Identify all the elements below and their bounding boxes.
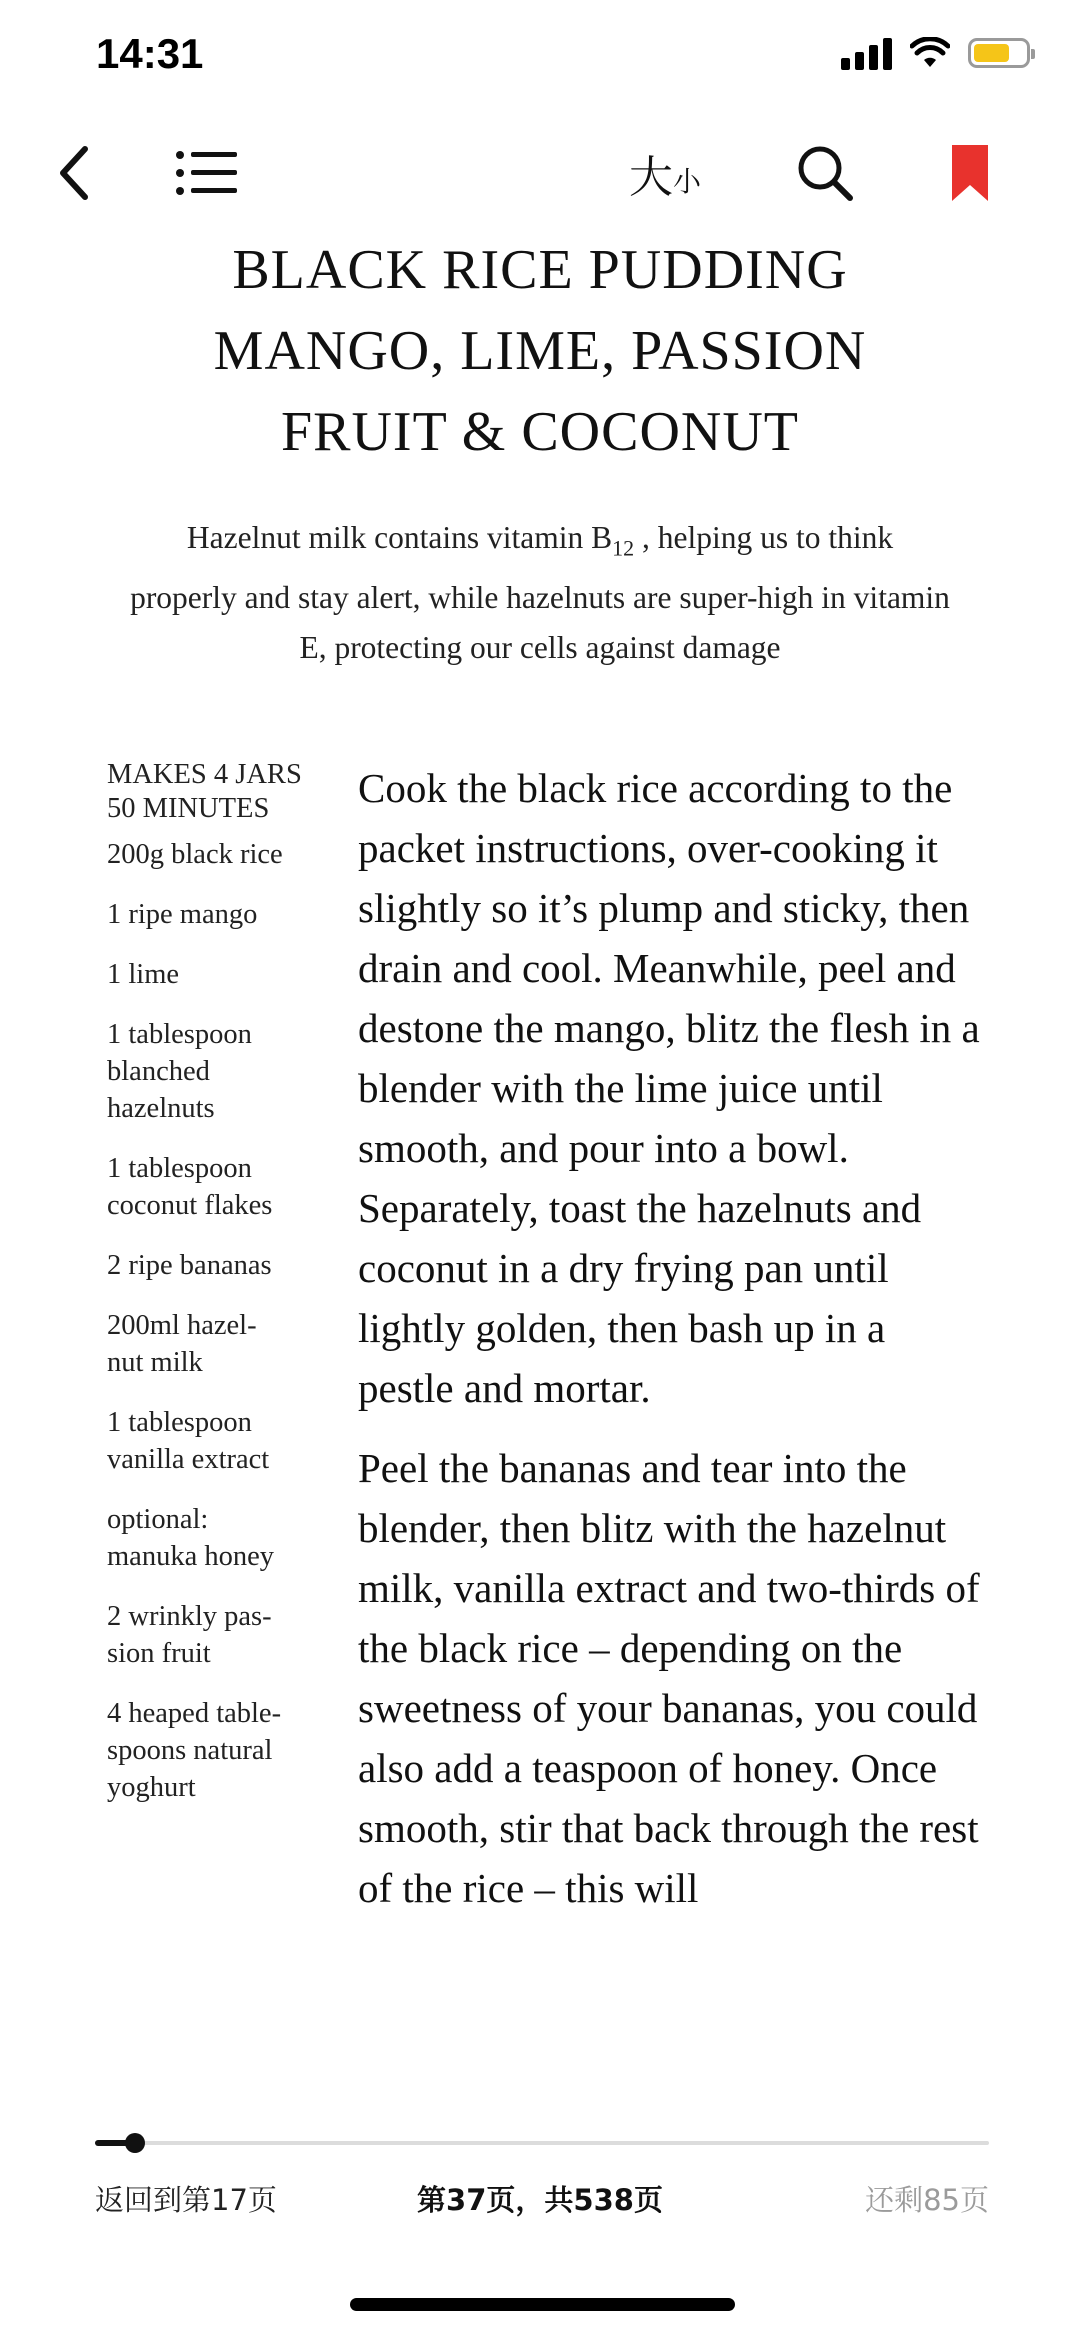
bookmark-icon: [950, 143, 990, 203]
back-button[interactable]: [44, 138, 104, 208]
recipe-yield: [107, 758, 337, 826]
recipe-title-line: BLACK RICE PUDDING: [232, 239, 848, 301]
reader-toolbar: [0, 128, 1080, 218]
recipe-title: [0, 230, 1080, 473]
ingredient-item: 1 ripe mango: [107, 899, 258, 930]
ingredient-item: 200g black rice: [107, 839, 283, 870]
method-paragraph: Cook the black rice according to the packet instructions, over-cooking it slightly so it’s plump and sticky, then drain and cool. Meanwhile, peel and destone the mango, blitz the flesh in a blender with the lime juice until smooth, and pour into a bowl. Separately, toast the hazelnuts and coconut in a dry frying pan until lightly golden, then bash up in a pestle and mortar.: [358, 765, 980, 1411]
page-position: 第37页，共538页: [417, 2183, 663, 2217]
method-column: [358, 758, 988, 1938]
recipe-intro-text: , helping us to think properly and stay alert, while hazelnuts are super-high in vitamin E, protecting our cells against damage: [130, 520, 950, 666]
progress-thumb[interactable]: [125, 2133, 145, 2153]
table-of-contents-button[interactable]: [172, 138, 242, 208]
reading-progress-slider[interactable]: [95, 2128, 989, 2158]
list-icon: [175, 149, 239, 197]
ingredient-item: 1 tablespoon coconut flakes: [107, 1153, 273, 1221]
ingredient-item: 1 tablespoon vanilla extract: [107, 1407, 270, 1475]
method-paragraph: Peel the bananas and tear into the blender, then blitz with the hazelnut milk, vanilla extract and two-thirds of the black rice – depending on the sweetness of your bananas, you could also add a teaspoon of honey. Once smooth, stir that back through the rest of the rice – this will: [358, 1445, 980, 1911]
makes-label: MAKES 4 JARS: [107, 759, 302, 790]
home-indicator[interactable]: [350, 2298, 735, 2311]
cellular-signal-icon: [841, 36, 892, 70]
recipe-intro-subscript: 12: [612, 535, 635, 561]
ingredient-item: 4 heaped table- spoons natural yoghurt: [107, 1698, 282, 1803]
battery-icon: [968, 38, 1030, 68]
bookmark-button[interactable]: [940, 138, 1000, 208]
ingredient-item: 2 ripe bananas: [107, 1250, 272, 1281]
pages-left: 还剩85页: [865, 2183, 989, 2217]
ingredient-item: 200ml hazel- nut milk: [107, 1310, 257, 1378]
status-bar: [0, 0, 1080, 120]
progress-track: [95, 2141, 989, 2145]
reader-footer: [0, 2168, 1080, 2228]
ingredient-item: 1 lime: [107, 959, 180, 990]
wifi-icon: [910, 37, 950, 69]
status-icons: [841, 36, 1030, 70]
text-size-large-label: 大: [628, 152, 673, 203]
book-page: [0, 230, 1080, 673]
status-time: 14:31: [96, 30, 204, 77]
ingredient-item: optional: manuka honey: [107, 1504, 274, 1572]
ingredient-item: 2 wrinkly pas- sion fruit: [107, 1601, 272, 1669]
chevron-left-icon: [57, 145, 91, 201]
back-to-page-link[interactable]: 返回到第17页: [95, 2183, 277, 2217]
search-button[interactable]: [790, 138, 860, 208]
recipe-intro: [130, 513, 950, 673]
recipe-title-line: FRUIT & COCONUT: [280, 401, 799, 463]
time-label: 50 MINUTES: [107, 793, 270, 824]
recipe-intro-text: Hazelnut milk contains vitamin B: [186, 520, 613, 555]
search-icon: [795, 143, 855, 203]
recipe-title-line: MANGO, LIME, PASSION: [213, 320, 867, 382]
text-size-button[interactable]: [610, 138, 720, 208]
ingredient-item: 1 tablespoon blanched hazelnuts: [107, 1019, 252, 1124]
ingredients-column: [107, 758, 337, 1829]
text-size-small-label: 小: [672, 165, 701, 198]
